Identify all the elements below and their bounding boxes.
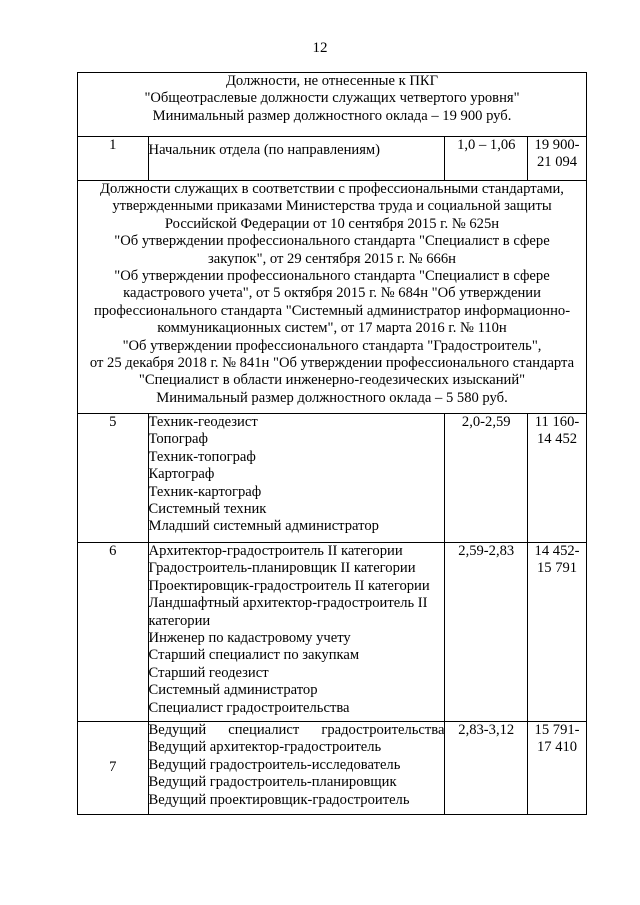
position-name: Ведущий градостроитель-планировщик [148,774,397,791]
position-name: Техник-геодезист [148,414,258,430]
coefficient-cell: 1,0 – 1,06 [445,137,528,181]
prof-block-line: "Об утверждении профессионального стандарта "Специалист в сфере [114,233,550,250]
position-name: Архитектор-градостроитель II категории [148,543,403,559]
pkg-header-cell [78,73,587,137]
table-row [78,414,587,543]
prof-block-line: Минимальный размер должностного оклада – 5 580 руб. [156,389,508,406]
salary-from: 15 791- [534,722,580,738]
position-cell [148,722,445,815]
row-number: 6 [78,543,149,722]
prof-block-line: "Специалист в области инженерно-геодезических изысканий" [138,372,526,389]
position-name: Младший системный администратор [148,518,379,535]
position-name: Инженер по кадастровому учету [148,630,351,647]
prof-block-line: утвержденными приказами Министерства труда и социальной защиты [112,198,552,215]
salary-to: 21 094 [536,154,578,171]
prof-block-line: профессионального стандарта "Системный администратор информационно- [93,302,571,319]
positions-table [77,72,587,815]
page-number: 12 [312,40,328,56]
row-number: 7 [78,722,149,815]
salary-to: 14 452 [536,431,578,448]
position-name: Специалист градостроительства [148,699,350,716]
salary-from: 11 160- [534,414,580,430]
salary-from: 19 900- [534,137,580,153]
pkg-header-line: "Общеотраслевые должности служащих четвертого уровня" [144,90,520,107]
table-row [78,722,587,815]
coefficient-cell: 2,83-3,12 [445,722,528,815]
professional-standards-cell [78,181,587,414]
prof-block-line: закупок", от 29 сентября 2015 г. № 666н [208,250,456,267]
position-word: Ведущий [148,722,207,738]
position-word: градостроительства [321,722,445,738]
position-name: Ландшафтный архитектор-градостроитель II [148,595,428,612]
prof-block-line: кадастрового учета", от 5 октября 2015 г. № 684н "Об утверждении [123,285,541,302]
salary-to: 15 791 [536,560,578,577]
position-name: Старший специалист по закупкам [148,647,360,664]
position-name: Ведущий архитектор-градостроитель [148,739,382,756]
position-name: Ведущий проектировщик-градостроитель [148,791,410,808]
position-name: Ведущий градостроитель-исследователь [148,756,401,773]
table-row [78,543,587,722]
prof-block-line: коммуникационных систем", от 17 марта 2016 г. № 110н [157,320,507,337]
position-name: Системный техник [148,501,267,518]
position-name: Проектировщик-градостроитель II категории [148,577,430,594]
pkg-header-line: Должности, не отнесенные к ПКГ [225,73,439,89]
position-name: Начальник отдела (по направлениям) [148,142,381,158]
position-cell [148,543,445,722]
table-row [78,137,587,181]
position-cell [148,137,445,181]
position-word: специалист [228,722,300,738]
salary-to: 17 410 [536,739,578,756]
position-name: Топограф [148,431,208,448]
position-name: Старший геодезист [148,664,269,681]
prof-block-line: Российской Федерации от 10 сентября 2015 г. № 625н [164,215,500,232]
position-name: Техник-топограф [148,448,256,465]
coefficient-cell: 2,59-2,83 [445,543,528,722]
prof-block-line: "Об утверждении профессионального стандарта "Градостроитель", [122,337,542,354]
row-number: 5 [78,414,149,543]
salary-cell [528,722,587,815]
position-name: категории [148,612,211,629]
salary-cell [528,414,587,543]
coefficient-cell: 2,0-2,59 [445,414,528,543]
table-row-header-block [78,73,587,137]
position-name: Градостроитель-планировщик II категории [148,560,416,577]
row-number: 1 [78,137,149,181]
table-row-prof-block [78,181,587,414]
position-name: Техник-картограф [148,483,262,500]
prof-block-line: Должности служащих в соответствии с профессиональными стандартами, [100,181,564,197]
pkg-header-line: Минимальный размер должностного оклада – 19 900 руб. [152,107,512,124]
position-name: Картограф [148,466,215,483]
position-cell [148,414,445,543]
salary-cell [528,543,587,722]
position-name: Системный администратор [148,682,318,699]
salary-cell [528,137,587,181]
prof-block-line: "Об утверждении профессионального стандарта "Специалист в сфере [114,268,550,285]
salary-from: 14 452- [534,543,580,559]
position-name-justified [149,722,445,739]
prof-block-line: от 25 декабря 2018 г. № 841н "Об утверждении профессионального стандарта [89,355,575,372]
